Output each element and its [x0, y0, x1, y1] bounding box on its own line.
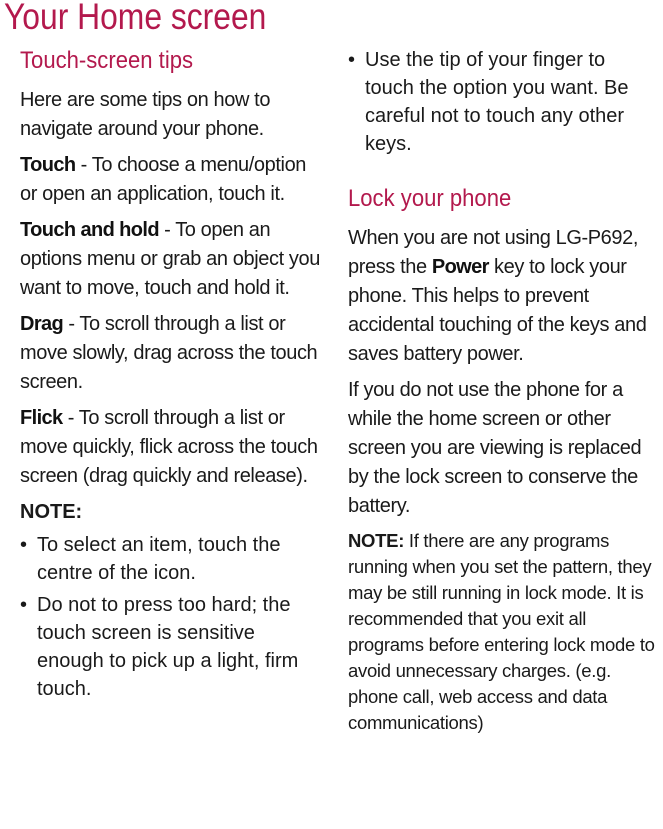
intro-paragraph: Here are some tips on how to navigate around your phone. [20, 89, 271, 140]
section-title-touch-tips: Touch-screen tips [20, 47, 194, 74]
lock-note [348, 528, 658, 736]
bullet-icon: • [20, 534, 28, 556]
tip-touch-and-hold [20, 216, 325, 303]
tip-touch [20, 151, 325, 209]
bullet-text: Use the tip of your finger to touch the option you want. Be careful not to touch any other keys. [365, 49, 629, 155]
lock-text-after: key to lock your phone. This helps to prevent accidental touching of the keys and saves battery power. [348, 256, 647, 365]
note-label: NOTE: [20, 501, 83, 523]
page-title: Your Home screen [4, 0, 267, 37]
left-column [20, 46, 325, 707]
power-key-term: Power [431, 256, 489, 278]
bullet-icon: • [20, 594, 28, 616]
tip-term: Drag [20, 313, 64, 335]
bullet-item [20, 591, 325, 703]
tip-flick [20, 404, 325, 491]
tip-drag [20, 310, 325, 397]
tip-text: - To choose a menu/option or open an application, touch it. [20, 154, 307, 205]
tip-term: Flick [20, 407, 63, 429]
tip-term: Touch and hold [20, 219, 159, 241]
lock-paragraph-2: If you do not use the phone for a while the home screen or other screen you are viewing is replaced by the lock screen to conserve the battery. [348, 379, 642, 517]
tip-term: Touch [20, 154, 76, 176]
lock-paragraph-1 [348, 224, 658, 369]
continued-bullet-list [348, 46, 658, 158]
note-label: NOTE: [348, 530, 405, 551]
lock-text-before: When you are not using LG-P692, press the [348, 227, 639, 278]
bullet-text: Do not to press too hard; the touch screen is sensitive enough to pick up a light, firm touch. [37, 594, 299, 700]
bullet-icon: • [348, 49, 356, 71]
right-column [348, 46, 658, 736]
tip-text: - To open an options menu or grab an object you want to move, touch and hold it. [20, 219, 320, 299]
bullet-text: To select an item, touch the centre of the icon. [37, 534, 281, 584]
bullet-item [20, 531, 325, 587]
note-bullet-list [20, 531, 325, 703]
section-title-lock-phone: Lock your phone [348, 185, 512, 212]
note-text: If there are any programs running when you set the pattern, they may be still running in lock mode. It is recommended that you exit all programs before entering lock mode to avoid unnecessary charges. (e.g. phone call, web access and data communications) [348, 530, 655, 733]
tip-text: - To scroll through a list or move slowly, drag across the touch screen. [20, 313, 318, 393]
bullet-item [348, 46, 658, 158]
tip-text: - To scroll through a list or move quickly, flick across the touch screen (drag quickly and release). [20, 407, 318, 487]
